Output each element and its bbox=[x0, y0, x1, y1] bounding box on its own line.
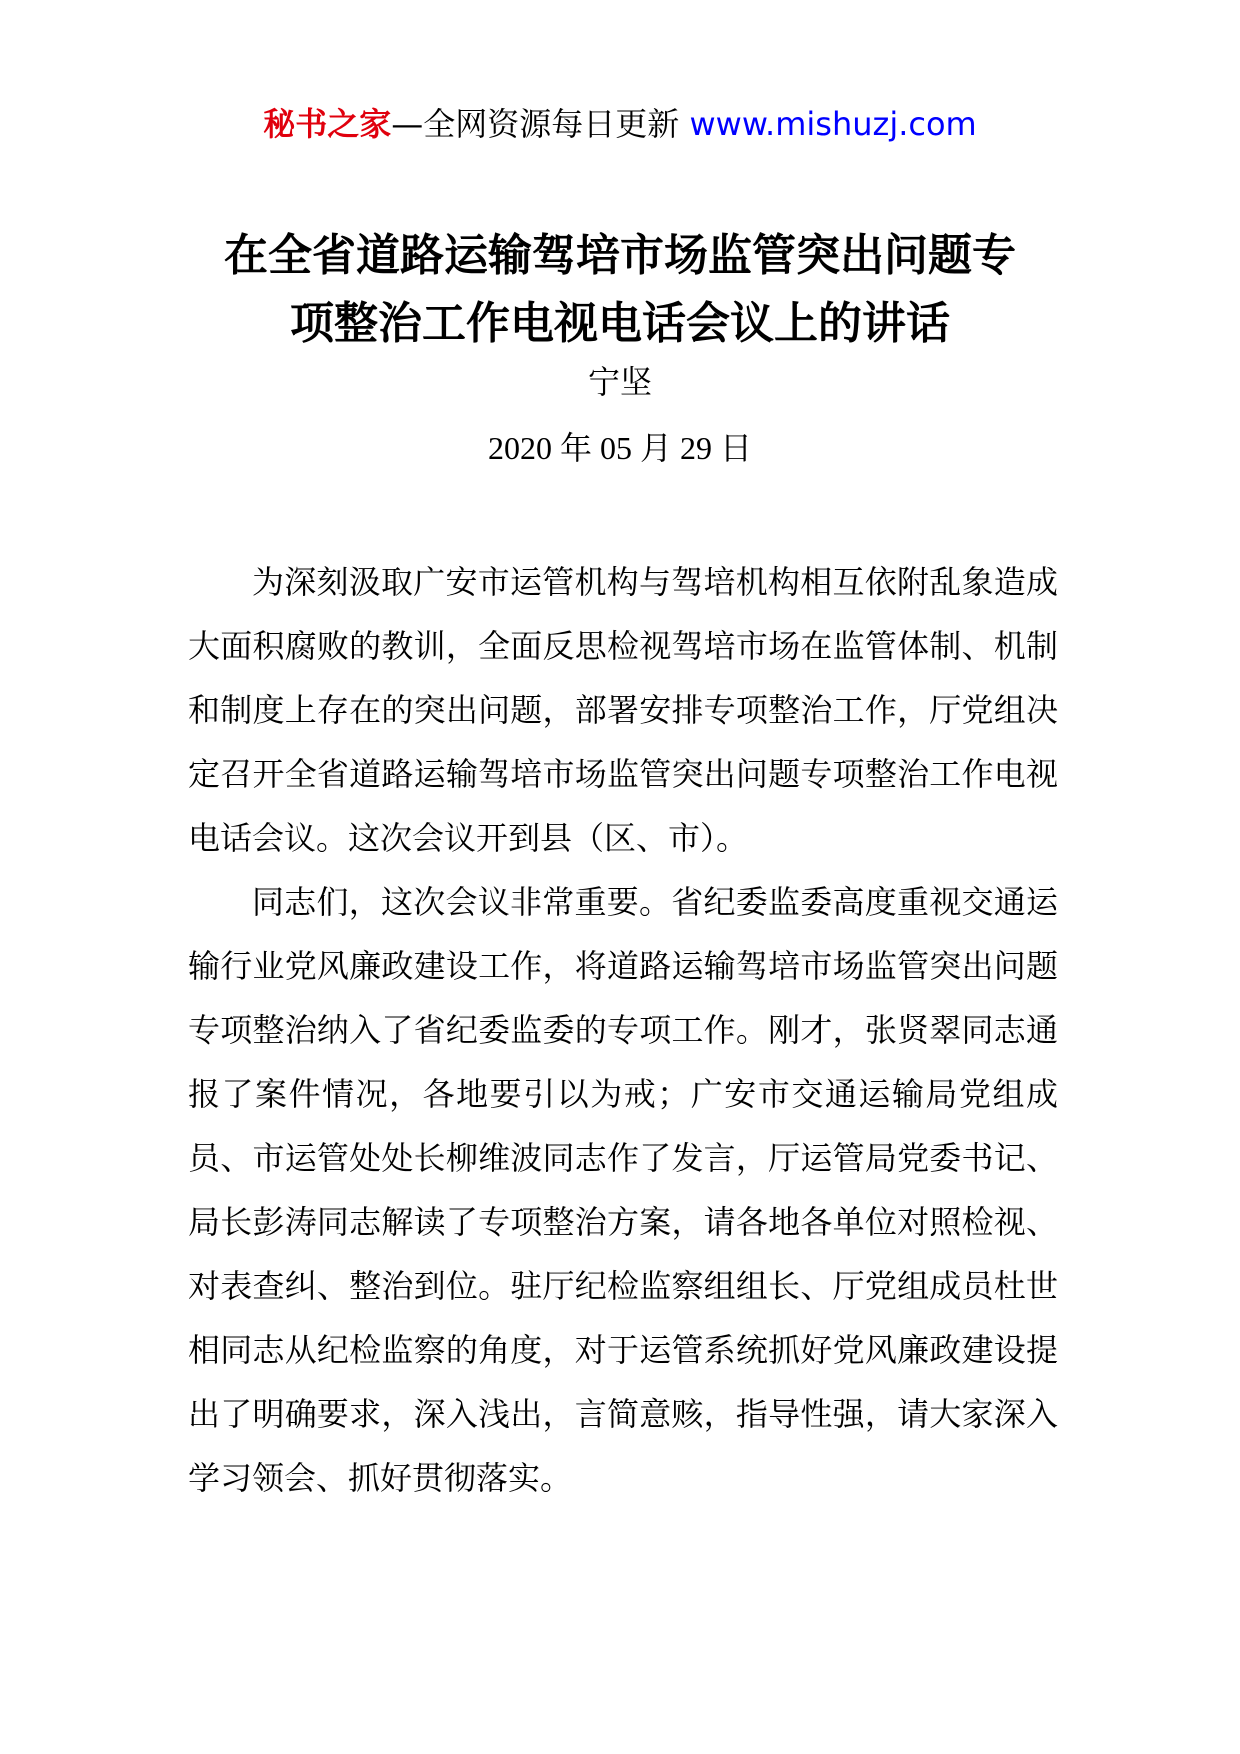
title-line-1: 在全省道路运输驾培市场监管突出问题专 bbox=[224, 230, 1016, 281]
brand-name: 秘书之家 bbox=[263, 105, 392, 143]
document-body bbox=[188, 550, 1058, 1510]
title-line-2: 项整治工作电视电话会议上的讲话 bbox=[290, 298, 950, 349]
author-name: 宁坚 bbox=[587, 363, 652, 401]
header-slogan: —全网资源每日更新 bbox=[391, 105, 680, 143]
site-url-link[interactable]: www.mishuzj.com bbox=[689, 105, 977, 143]
document-date: 2020 年 05 月 29 日 bbox=[487, 430, 752, 466]
site-header bbox=[0, 100, 1240, 148]
paragraph: 为深刻汲取广安市运管机构与驾培机构相互依附乱象造成大面积腐败的教训，全面反思检视驾培市场在监管体制、机制和制度上存在的突出问题，部署安排专项整治工作，厅党组决定召开全省道路运输驾培市场监管突出问题专项整治工作电视电话会议。这次会议开到县（区、市）。 bbox=[188, 563, 1058, 857]
paragraph: 同志们，这次会议非常重要。省纪委监委高度重视交通运输行业党风廉政建设工作，将道路运输驾培市场监管突出问题专项整治纳入了省纪委监委的专项工作。刚才，张贤翠同志通报了案件情况，各地要引以为戒；广安市交通运输局党组成员、市运管处处长柳维波同志作了发言，厅运管局党委书记、局长彭涛同志解读了专项整治方案，请各地各单位对照检视、对表查纠、整治到位。驻厅纪检监察组组长、厅党组成员杜世相同志从纪检监察的角度，对于运管系统抓好党风廉政建设提出了明确要求，深入浅出，言简意赅，指导性强，请大家深入学习领会、抓好贯彻落实。 bbox=[188, 883, 1058, 1497]
document-title bbox=[150, 222, 1090, 358]
